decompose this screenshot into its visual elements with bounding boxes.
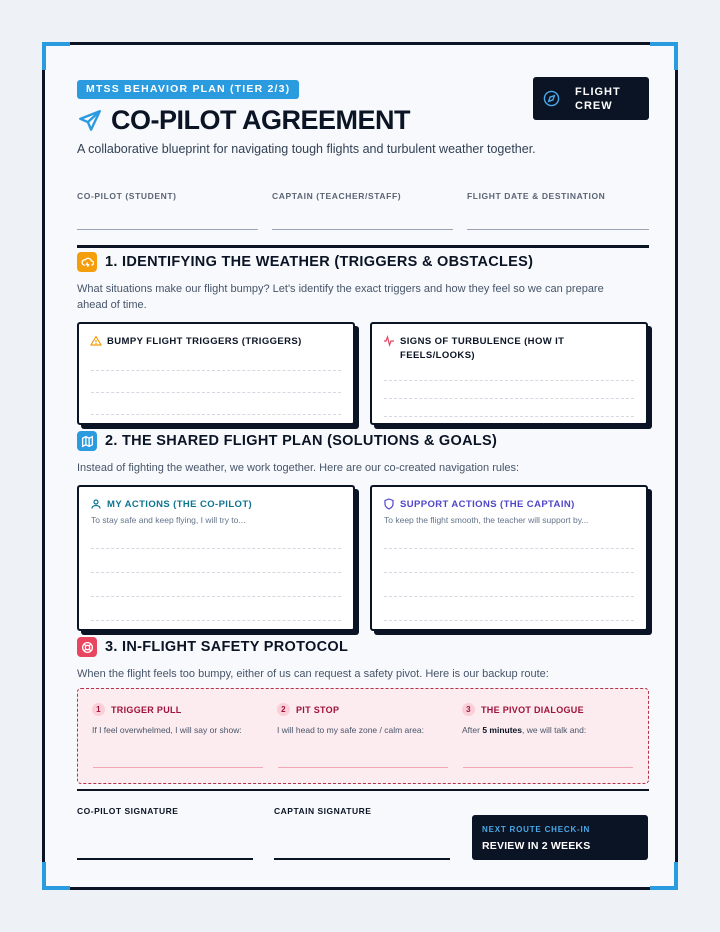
write-line [91, 414, 341, 415]
step-title: THE PIVOT DIALOGUE [481, 704, 584, 715]
lifebuoy-icon [77, 637, 97, 657]
section-2-heading [77, 431, 497, 451]
write-line [384, 398, 634, 399]
triggers-card-header [90, 335, 302, 349]
captain-support-header [383, 498, 575, 512]
step-pivot-dialogue [462, 703, 634, 735]
step-text: I will head to my safe zone / calm area: [277, 725, 424, 735]
date-field[interactable] [467, 229, 649, 230]
step-text: If I feel overwhelmed, I will say or show: [92, 725, 242, 735]
corner-accent [42, 862, 70, 890]
compass-icon [543, 90, 560, 107]
copilot-actions-sub: To stay safe and keep flying, I will try to... [91, 515, 246, 525]
copilot-actions-card[interactable] [77, 485, 355, 631]
captain-field[interactable] [272, 229, 453, 230]
agreement-sheet [42, 42, 678, 890]
safety-protocol-box [77, 688, 649, 784]
copilot-signature-line[interactable] [77, 858, 253, 860]
corner-accent [650, 862, 678, 890]
corner-accent [650, 42, 678, 70]
write-line [91, 370, 341, 371]
write-line [384, 416, 634, 417]
step-pit-stop [277, 703, 449, 735]
section-1-heading [77, 252, 533, 272]
divider [77, 245, 649, 248]
turbulence-card[interactable] [370, 322, 648, 425]
step-number: 2 [277, 703, 290, 716]
plane-icon [77, 108, 103, 134]
warning-icon [90, 335, 102, 347]
section-1-desc: What situations make our flight bumpy? Let's identify the exact triggers and how they feel so we can prepare ahead of time. [77, 283, 604, 311]
user-icon [90, 498, 102, 510]
flight-crew-badge [533, 77, 649, 120]
captain-support-card[interactable] [370, 485, 648, 631]
plan-tag: MTSS BEHAVIOR PLAN (TIER 2/3) [77, 80, 299, 99]
title-row [77, 105, 410, 136]
copilot-signature-label: CO-PILOT SIGNATURE [77, 806, 179, 816]
write-line [384, 620, 634, 621]
section-1-title: 1. IDENTIFYING THE WEATHER (TRIGGERS & OBSTACLES) [105, 254, 534, 270]
page-subtitle: A collaborative blueprint for navigating tough flights and turbulent weather together. [77, 142, 536, 156]
section-2-title: 2. THE SHARED FLIGHT PLAN (SOLUTIONS & GOALS) [105, 433, 498, 449]
triggers-card[interactable] [77, 322, 355, 425]
map-icon [77, 431, 97, 451]
page-title: CO-PILOT AGREEMENT [111, 105, 410, 135]
captain-support-sub: To keep the flight smooth, the teacher will support by... [384, 515, 589, 525]
checkin-value: REVIEW IN 2 WEEKS [482, 840, 591, 852]
triggers-card-title: BUMPY FLIGHT TRIGGERS (TRIGGERS) [107, 336, 302, 347]
captain-support-title: SUPPORT ACTIONS (THE CAPTAIN) [400, 499, 575, 510]
step-answer-line[interactable] [463, 767, 633, 768]
cloud-lightning-icon [77, 252, 97, 272]
step-answer-line[interactable] [278, 767, 448, 768]
section-2-desc: Instead of fighting the weather, we work together. Here are our co-created navigation rules: [77, 462, 520, 474]
corner-accent [42, 42, 70, 70]
step-trigger-pull [92, 703, 264, 735]
write-line [91, 572, 341, 573]
turbulence-card-header [383, 335, 583, 363]
step-text [462, 725, 634, 735]
copilot-actions-header [90, 498, 252, 512]
shield-icon [383, 498, 395, 510]
section-3-desc: When the flight feels too bumpy, either of us can request a safety pivot. Here is our backup route: [77, 668, 549, 680]
write-line [384, 380, 634, 381]
copilot-actions-title: MY ACTIONS (THE CO-PILOT) [107, 499, 253, 510]
write-line [91, 392, 341, 393]
divider [77, 789, 649, 791]
checkin-label: NEXT ROUTE CHECK-IN [482, 825, 591, 834]
step-text-before: After [462, 725, 483, 735]
write-line [91, 596, 341, 597]
write-line [384, 548, 634, 549]
step-text-duration: 5 minutes [482, 725, 522, 735]
step-title: TRIGGER PULL [111, 704, 182, 715]
step-answer-line[interactable] [93, 767, 263, 768]
captain-signature-label: CAPTAIN SIGNATURE [274, 806, 372, 816]
write-line [384, 596, 634, 597]
captain-signature-line[interactable] [274, 858, 450, 860]
next-checkin-badge [472, 815, 648, 860]
student-field-label: CO-PILOT (STUDENT) [77, 191, 177, 201]
write-line [91, 620, 341, 621]
write-line [91, 548, 341, 549]
step-number: 3 [462, 703, 475, 716]
pulse-icon [383, 335, 395, 347]
student-field[interactable] [77, 229, 258, 230]
section-3-heading [77, 637, 348, 657]
step-number: 1 [92, 703, 105, 716]
date-field-label: FLIGHT DATE & DESTINATION [467, 191, 606, 201]
section-3-title: 3. IN-FLIGHT SAFETY PROTOCOL [105, 639, 349, 655]
turbulence-card-title: SIGNS OF TURBULENCE (HOW IT FEELS/LOOKS) [400, 336, 565, 361]
captain-field-label: CAPTAIN (TEACHER/STAFF) [272, 191, 402, 201]
write-line [384, 572, 634, 573]
step-title: PIT STOP [296, 704, 340, 715]
step-text-after: , we will talk and: [522, 725, 587, 735]
crew-badge-label: FLIGHT CREW [575, 85, 621, 112]
